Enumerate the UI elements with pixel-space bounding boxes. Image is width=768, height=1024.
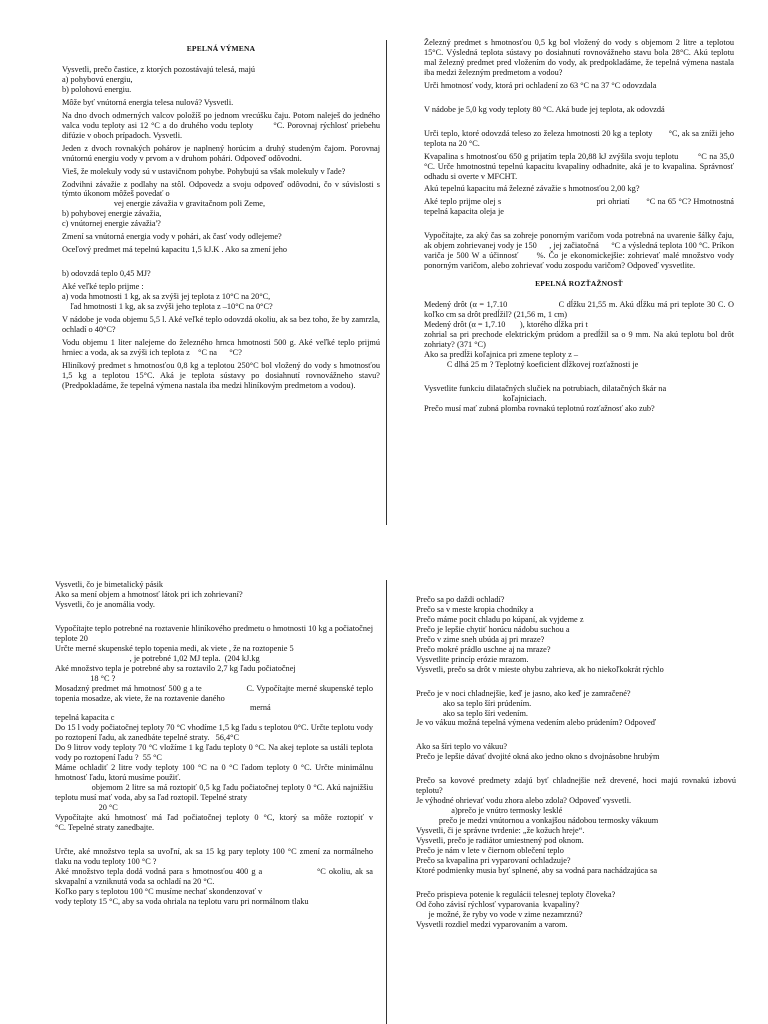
exercise-text: Vypočítajte, za aký čas sa zohreje ponorným varičom voda potrebná na uvarenie šálky čaju, ak objem zohrievanej vody je 150 , jej začiatočná °C a výsledná teplota 100 °C. Príkon variča je 500 W a účinnosť %. Čo je ekonomickejšie: zohrievať malé množstvo vody ponorným varičom, alebo zohrievať vodu zospodu varičom? Odpoveď vysvetlite. bbox=[424, 231, 734, 271]
exercise-text: Na dno dvoch odmerných valcov položíš po jednom vrecúšku čaju. Potom naleješ do jedného valca vodu teploty asi 12 °C a do druhého vodu teploty °C. Porovnaj rýchlosť priebehu difúzie v oboch prípadoch. Vysvetli. bbox=[62, 110, 380, 140]
top-column-divider bbox=[386, 40, 387, 525]
spacer bbox=[424, 118, 734, 129]
exercise-text: Zmení sa vnútorná energia vody v pohári, ak časť vody odlejeme? bbox=[62, 232, 282, 242]
exercise-text: b) odovzdá teplo 0,45 MJ? bbox=[62, 269, 151, 279]
exercise-text: Prečo je v noci chladnejšie, keď je jasno, ako keď je zamračené? ako sa teplo šíri prúdením. ako sa teplo šíri vedením. Je vo vákuu možná tepelná výmena vedením alebo prúdením? Odpoveď bbox=[416, 688, 657, 728]
exercise-text: Vysvetlite funkciu dilatačných slučiek na potrubiach, dilatačných škár na koľajniciach. Prečo musí mať zubná plomba rovnakú teplotnú rozťažnosť ako zub? bbox=[424, 383, 667, 413]
exercise-text: Jeden z dvoch rovnakých pohárov je naplnený horúcim a druhý studeným čajom. Porovnaj vnútornú energiu vody v prvom a v druhom pohári. Odpoveď odôvodni. bbox=[62, 143, 380, 163]
exercise-text: Ako sa šíri teplo vo vákuu? Prečo je lepšie dávať dvojité okná ako jedno okno s dvojnásobne hrubým bbox=[416, 742, 660, 762]
thermal-expansion-exercises bbox=[424, 300, 734, 414]
bottom-column-divider bbox=[386, 580, 387, 1024]
spacer bbox=[424, 220, 734, 231]
exercise-text: Železný predmet s hmotnosťou 0,5 kg bol vložený do vody s objemom 2 litre a teplotou 15°C. Výsledná teplota sústavy po dosiahnutí rovnovážneho stavu bola 28°C. Akú teplotu mal železný predmet pred vložením do vody, ak predpokladáme, že tepelná výmena nastala iba medzi železným predmetom a vodou? bbox=[424, 38, 734, 77]
exercise-text: Oceľový predmet má tepelnú kapacitu 1,5 kJ.K . Ako sa zmení jeho bbox=[62, 245, 288, 255]
exercise-text: V nádobe je voda objemu 5,5 l. Aké veľké teplo odovzdá okoliu, ak sa bez toho, že by zamrzla, ochladí o 40°C? bbox=[62, 315, 380, 334]
top-left-exercises bbox=[62, 65, 380, 391]
bottom-right-exercises bbox=[416, 595, 736, 930]
exercise-text: Akú tepelnú kapacitu má železné závažie s hmotnosťou 2,00 kg? bbox=[424, 184, 640, 194]
exercise-text: Prečo sa po daždi ochladí? Prečo sa v meste kropia chodníky a Prečo máme pocit chladu po kúpaní, ak vyjdeme z Prečo je lepšie chytiť horúcu nádobu suchou a Prečo v zime sneh ubúda aj pri mraze? Prečo mokré prádlo uschne aj na mraze? Vysvetlite princíp erózie mrazom. Vysvetli, prečo sa drôt v mieste ohybu zahrieva, ak ho niekoľkokrát rýchlo bbox=[416, 595, 664, 674]
spacer bbox=[416, 879, 736, 890]
top-left-column bbox=[62, 44, 380, 514]
exercise-text: Vysvetli, prečo častice, z ktorých pozostávajú telesá, majú a) pohybovú energiu, b) polohovú energiu. bbox=[62, 65, 256, 94]
exercise-text: Zodvihni závažie z podlahy na stôl. Odpovedz a svoju odpoveď odôvodni, čo v súvislosti s týmto úkonom môžeš povedať o vej energie závažia v gravitačnom poli Zeme, b) pohybovej energie závažia, c) vnútornej energie závažia'? bbox=[62, 179, 380, 229]
spacer bbox=[416, 678, 736, 689]
exercise-text: Urči hmotnosť vody, ktorá pri ochladení zo 63 °C na 37 °C odovzdala bbox=[424, 80, 657, 90]
exercise-text: Urči teplo, ktoré odovzdá teleso zo železa hmotnosti 20 kg a teploty °C, ak sa zníži jeho teplota na 20 °C. bbox=[424, 128, 734, 148]
exercise-text: Prečo prispieva potenie k regulácii telesnej teploty človeka? Od čoho závisí rýchlosť vyparovania kvapaliny? je možné, že ryby vo vode v zime nezamrznú? Vysvetli rozdiel medzi vyparovaním a varom. bbox=[416, 889, 616, 929]
exercise-text: Vieš, že molekuly vody sú v ustavičnom pohybe. Pohybujú sa však molekuly v ľade? bbox=[62, 166, 346, 176]
exercise-text: Medený drôt (α = 1,7.10 C dĺžku 21,55 m. Akú dĺžku má pri teplote 30 C. O koľko cm sa drôt predĺžil? (21,56 m, 1 cm) Medený drôt (α = 1,7.10 ), ktorého dĺžka pri t zohrial sa pri prechode elektrickým prúdom a predĺžil sa o 9 mm. Na akú teplotu bol drôt zohriaty? (371 °C) Ako sa predĺži koľajnica pri zmene teploty z – C dlhá 25 m ? Teplotný koeficient dĺžkovej rozťažnosti je bbox=[424, 300, 734, 369]
spacer bbox=[416, 731, 736, 742]
spacer bbox=[62, 258, 380, 269]
exercise-text: Určte, aké množstvo tepla sa uvoľní, ak sa 15 kg pary teploty 100 °C zmení za normálneho tlaku na vodu teploty 100 °C ? Aké množstvo tepla dodá vodná para s hmotnosťou 400 g a °C okoliu, ak sa skvapalní a vzniknutá voda sa ochladí na 20 °C. Koľko pary s teplotou 100 °C musíme nechať skondenzovať v vody teploty 15 °C, aby sa voda ohriala na teplotu varu pri normálnom tlaku bbox=[55, 846, 373, 906]
exercise-text: V nádobe je 5,0 kg vody teploty 80 °C. Aká bude jej teplota, ak odovzdá bbox=[424, 104, 665, 114]
exercise-text: Prečo sa kovové predmety zdajú byť chladnejšie než drevené, hoci majú rovnakú izbovú teplotu? Je výhodné ohrievať vodu zhora alebo zdola? Odpoveď vysvetli. a)prečo je vnútro termosky lesklé prečo je medzi vnútornou a vonkajšou nádobou termosky vákuum Vysvetli, či je správne tvrdenie: „že kožuch hreje“. Vysvetli, prečo je radiátor umiestnený pod oknom. Prečo je nám v lete v čiernom oblečení teplo Prečo sa kvapalina pri vyparovaní ochladzuje? Ktoré podmienky musia byť splnené, aby sa vodná para nachádzajúca sa bbox=[416, 776, 736, 875]
spacer bbox=[55, 613, 373, 624]
top-right-exercises bbox=[424, 38, 734, 271]
exercise-text: Môže byť vnútorná energia telesa nulová? Vysvetli. bbox=[62, 97, 234, 107]
spacer bbox=[416, 765, 736, 776]
bottom-left-column bbox=[55, 580, 373, 1024]
top-right-column bbox=[424, 38, 734, 508]
exercise-text: Vodu objemu 1 liter nalejeme do železného hrnca hmotnosti 500 g. Aké veľké teplo prijmú hrniec a voda, ak sa zvýši ich teplota z °C na °C? bbox=[62, 337, 380, 357]
exercise-text: Vysvetli, čo je bimetalický pásik Ako sa mení objem a hmotnosť látok pri ich zohrievaní? Vysvetli, čo je anomália vody. bbox=[55, 580, 243, 609]
exercise-text: Aké teplo prijme olej s pri ohriatí °C na 65 °C? Hmotnostná tepelná kapacita oleja je bbox=[424, 197, 734, 217]
exercise-text: Hliníkový predmet s hmotnosťou 0,8 kg a teplotou 250°C bol vložený do vody s hmotnosťou 1,5 kg a teplotou 15°C. Aká je teplota sústavy po dosiahnutí rovnovážneho stavu? (Predpokladáme, že tepelná výmena nastala iba medzi hliníkovým predmetom a vodou). bbox=[62, 360, 380, 390]
exercise-text: Aké veľké teplo prijme : a) voda hmotnosti 1 kg, ak sa zvýši jej teplota z 10°C na 20°C, ľad hmotnosti 1 kg, ak sa zvýši jeho teplota z –10°C na 0°C? bbox=[62, 282, 273, 312]
spacer bbox=[55, 836, 373, 847]
spacer bbox=[424, 94, 734, 105]
bottom-right-column bbox=[416, 595, 736, 1024]
bottom-left-exercises bbox=[55, 580, 373, 907]
section-heading-thermal-expansion: EPELNÁ ROZŤAŽNOSŤ bbox=[535, 279, 623, 289]
exercise-text: Vypočítajte teplo potrebné na roztavenie hliníkového predmetu o hmotnosti 10 kg a počiatočnej teplote 20 Určte merné skupenské teplo topenia medi, ak viete , že na roztopenie 5 , je potrebné 1,02 MJ tepla. (204 kJ.kg Aké množstvo tepla je potrebné aby sa roztavilo 2,7 kg ľadu počiatočnej 18 °C ? Mosadzný predmet má hmotnosť 500 g a te C. Vypočítajte merné skupenské teplo topenia mosadze, ak viete, že na roztavenie daného merná tepelná kapacita c Do 15 l vody počiatočnej teploty 70 °C vhodíme 1,5 kg ľadu s teplotou 0°C. Určte teplotu vody po roztopení ľadu, ak zanedbáte tepelné straty. 56,4°C Do 9 litrov vody teploty 70 °C vložíme 1 kg ľadu teploty 0 °C. Na akej teplote sa ustáli teplota vody po roztopení ľadu ? 55 °C Máme ochladiť 2 litre vody teploty 100 °C na 0 °C ľadom teploty 0 °C. Určte minimálnu hmotnosť ľadu, ktorú musíme použiť. objemom 2 litre sa má roztopiť 0,5 kg ľadu počiatočnej teploty 0 °C. Akú najnižšiu teplotu musí mať voda, aby sa ľad roztopil. Tepelné straty 20 °C Vypočítajte akú hmotnosť má ľad počiatočnej teploty 0 °C, ktorý sa môže roztopiť v °C. Tepelné straty zanedbajte. bbox=[55, 623, 373, 832]
spacer bbox=[424, 373, 734, 384]
exercise-text: Kvapalina s hmotnosťou 650 g prijatím tepla 20,88 kJ zvýšila svoju teplotu °C na 35,0 °C. Urče hmotnostnú tepelnú kapacitu kvapaliny odhadnite, aká je to kvapalina. Správnosť odhadu si overte v MFCHT. bbox=[424, 151, 734, 181]
section-heading-thermal-exchange: EPELNÁ VÝMENA bbox=[186, 44, 256, 53]
